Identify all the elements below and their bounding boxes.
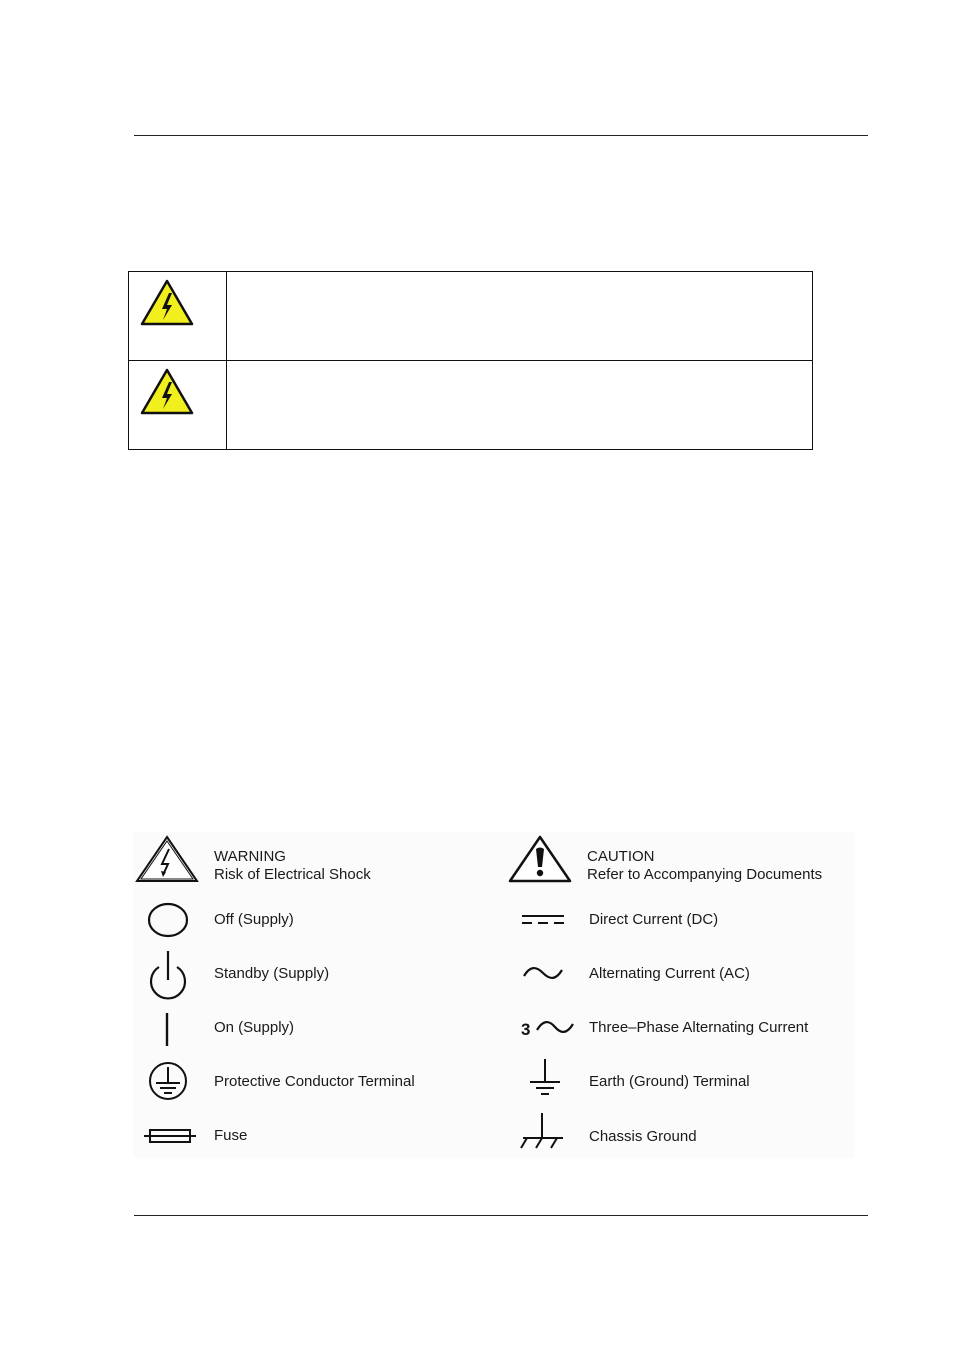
three-phase-ac-icon	[534, 1016, 576, 1038]
warning-icon-cell	[129, 361, 227, 449]
three-phase-label: Three–Phase Alternating Current	[589, 1019, 809, 1036]
warning-text-cell	[227, 361, 812, 449]
caution-desc: Refer to Accompanying Documents	[587, 866, 823, 883]
caution-title: CAUTION	[587, 848, 655, 865]
fuse-icon	[142, 1126, 198, 1146]
standby-power-icon	[145, 948, 191, 1002]
warning-desc: Risk of Electrical Shock	[214, 866, 371, 883]
dc-label: Direct Current (DC)	[589, 911, 719, 928]
vertical-bar-on-icon	[157, 1010, 177, 1050]
high-voltage-warning-icon	[139, 278, 195, 326]
warning-row	[129, 272, 812, 361]
tilde-ac-icon	[520, 962, 566, 984]
chassis-label: Chassis Ground	[589, 1128, 697, 1145]
footer-rule	[134, 1215, 868, 1216]
high-voltage-warning-icon	[139, 367, 195, 415]
fuse-label: Fuse	[214, 1127, 248, 1144]
warning-icon-cell	[129, 272, 227, 360]
ac-label: Alternating Current (AC)	[589, 965, 750, 982]
on-label: On (Supply)	[214, 1019, 295, 1036]
electrical-shock-triangle-icon	[135, 835, 199, 883]
warning-title: WARNING	[214, 848, 286, 865]
standby-label: Standby (Supply)	[214, 965, 330, 982]
circle-off-icon	[145, 901, 191, 941]
off-label: Off (Supply)	[214, 911, 294, 928]
three-phase-prefix: 3	[521, 1020, 531, 1039]
earth-label: Earth (Ground) Terminal	[589, 1073, 750, 1090]
warning-text-cell	[227, 272, 812, 360]
exclamation-triangle-icon	[508, 835, 572, 883]
chassis-ground-icon	[517, 1110, 567, 1152]
protective-label: Protective Conductor Terminal	[214, 1073, 415, 1090]
earth-ground-icon	[525, 1056, 565, 1098]
warning-row	[129, 361, 812, 449]
protective-earth-icon	[145, 1061, 191, 1103]
direct-current-icon	[518, 910, 568, 930]
warning-table	[128, 271, 813, 450]
header-rule	[134, 135, 868, 136]
